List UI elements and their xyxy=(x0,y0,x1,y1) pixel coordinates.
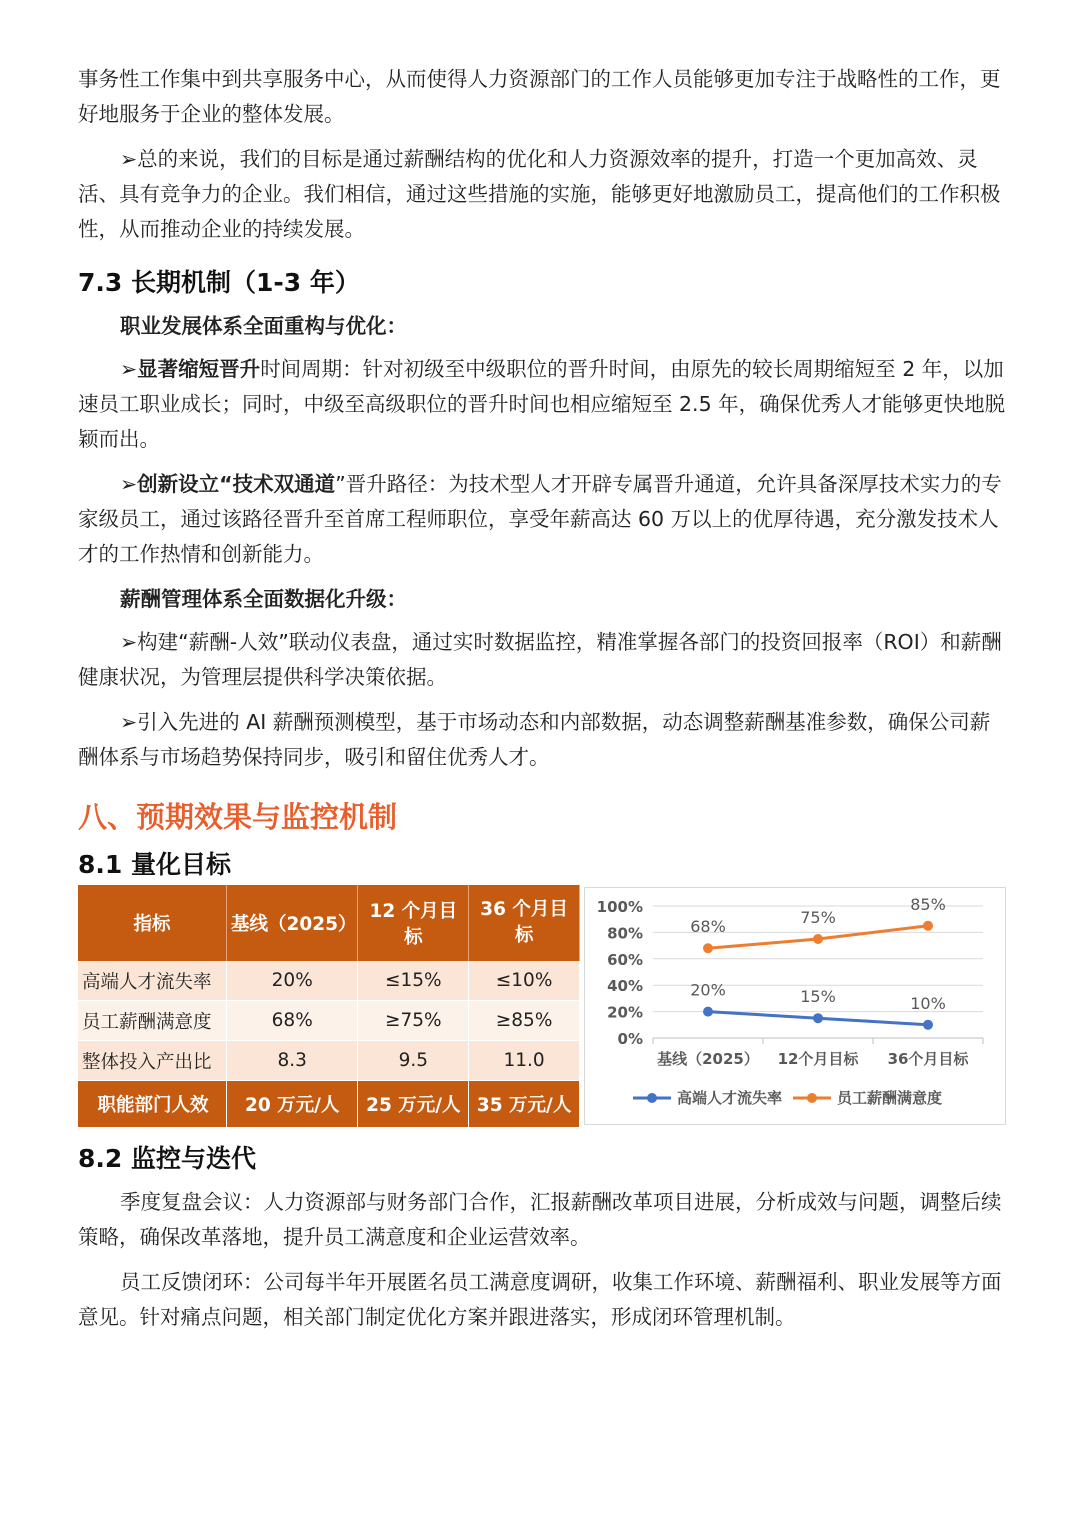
table-total-row xyxy=(78,1081,580,1128)
section-8-2-title: 8.2 监控与迭代 xyxy=(78,1144,256,1173)
table-cell: ≥85% xyxy=(469,1001,580,1041)
table-cell: 35 万元/人 xyxy=(469,1081,580,1128)
chart-data-point xyxy=(703,943,713,953)
table-cell: 68% xyxy=(227,1001,358,1041)
chart-y-tick-label: 20% xyxy=(607,1003,643,1022)
table-cell: 25 万元/人 xyxy=(358,1081,469,1128)
table-row xyxy=(78,961,580,1001)
kpi-header-metric: 指标 xyxy=(78,885,227,961)
chart-data-label: 15% xyxy=(800,987,836,1007)
salary-data-subheading: 薪酬管理体系全面数据化升级： xyxy=(120,587,407,611)
chart-y-tick-label: 40% xyxy=(607,977,643,996)
intro-paragraph-2: ➢总的来说，我们的目标是通过薪酬结构的优化和人力资源效率的提升，打造一个更加高效、灵活、具有竞争力的企业。我们相信，通过这些措施的实施，能够更好地激励员工，提高他们的工作积极性，从而推动企业的持续发展。 xyxy=(78,147,1001,241)
chart-legend-label: 员工薪酬满意度 xyxy=(837,1089,943,1107)
bullet-dual-channel-bold: ➢创新设立“技术双通道 xyxy=(120,472,336,496)
table-cell: 高端人才流失率 xyxy=(78,961,227,1001)
bullet-promotion xyxy=(78,352,1008,457)
chart-legend-marker xyxy=(647,1093,657,1103)
chart-data-point xyxy=(813,1013,823,1023)
chart-y-tick-label: 100% xyxy=(596,898,643,916)
table-cell: 员工薪酬满意度 xyxy=(78,1001,227,1041)
table-cell: 20 万元/人 xyxy=(227,1081,358,1128)
bullet-ai-model: ➢引入先进的 AI 薪酬预测模型，基于市场动态和内部数据，动态调整薪酬基准参数，确保公司薪酬体系与市场趋势保持同步，吸引和留住优秀人才。 xyxy=(78,710,991,769)
table-cell: 职能部门人效 xyxy=(78,1081,227,1128)
table-cell: ≤10% xyxy=(469,961,580,1001)
table-cell: 20% xyxy=(227,961,358,1001)
chart-data-label: 10% xyxy=(910,993,946,1013)
chart-y-tick-label: 80% xyxy=(607,924,643,943)
chart-data-point xyxy=(703,1007,713,1017)
kpi-table xyxy=(78,885,580,1128)
chart-svg xyxy=(585,888,1005,1124)
table-cell: 11.0 xyxy=(469,1041,580,1081)
kpi-table-header-row xyxy=(78,885,580,961)
table-row xyxy=(78,1001,580,1041)
page-content xyxy=(78,62,1008,1345)
chart-x-tick-label: 基线（2025） xyxy=(657,1050,759,1068)
career-subheading: 职业发展体系全面重构与优化： xyxy=(120,314,407,338)
chart-data-point xyxy=(923,921,933,931)
kpi-header-36m: 36 个月目标 xyxy=(469,885,580,961)
chart-x-tick-label: 36个月目标 xyxy=(887,1050,969,1068)
chart-y-tick-label: 60% xyxy=(607,950,643,969)
quantified-targets-area xyxy=(78,885,1008,1135)
table-cell: ≥75% xyxy=(358,1001,469,1041)
bullet-dual-channel-text: ”晋升路径：为技术型人才开辟专属晋升通道，允许具备深厚技术实力的专家级员工，通过该路径晋升至首席工程师职位，享受年薪高达 60 万以上的优厚待遇，充分激发技术人才的工作热情和创新能力。 xyxy=(78,472,1002,566)
chart-y-tick-label: 0% xyxy=(617,1030,643,1048)
feedback-loop-paragraph: 员工反馈闭环：公司每半年开展匿名员工满意度调研，收集工作环境、薪酬福利、职业发展等方面意见。针对痛点问题，相关部门制定优化方案并跟进落实，形成闭环管理机制。 xyxy=(78,1270,1002,1329)
chart-legend-label: 高端人才流失率 xyxy=(677,1089,783,1107)
bullet-dual-channel xyxy=(78,467,1008,572)
chart-data-point xyxy=(923,1020,933,1030)
table-cell: 9.5 xyxy=(358,1041,469,1081)
quarterly-review-paragraph: 季度复盘会议：人力资源部与财务部门合作，汇报薪酬改革项目进展，分析成效与问题，调整后续策略，确保改革落地，提升员工满意度和企业运营效率。 xyxy=(78,1190,1002,1249)
chart-data-label: 85% xyxy=(910,894,946,914)
chart-data-label: 20% xyxy=(690,980,726,1000)
intro-paragraph-1: 事务性工作集中到共享服务中心，从而使得人力资源部门的工作人员能够更加专注于战略性的工作，更好地服务于企业的整体发展。 xyxy=(78,67,1001,126)
targets-line-chart xyxy=(584,887,1006,1125)
bullet-promotion-text: 时间周期：针对初级至中级职位的晋升时间，由原先的较长周期缩短至 2 年，以加速员工职业成长；同时，中级至高级职位的晋升时间也相应缩短至 2.5 年，确保优秀人才能够更快地脱颖而出。 xyxy=(78,357,1006,451)
chart-data-label: 68% xyxy=(690,917,726,937)
table-cell: 8.3 xyxy=(227,1041,358,1081)
section-8-1-title: 8.1 量化目标 xyxy=(78,850,231,879)
chapter-8-title: 八、预期效果与监控机制 xyxy=(78,800,398,834)
bullet-dashboard: ➢构建“薪酬-人效”联动仪表盘，通过实时数据监控，精准掌握各部门的投资回报率（ROI）和薪酬健康状况，为管理层提供科学决策依据。 xyxy=(78,630,1002,689)
kpi-header-baseline: 基线（2025） xyxy=(227,885,358,961)
chart-data-point xyxy=(813,934,823,944)
kpi-header-12m: 12 个月目标 xyxy=(358,885,469,961)
chart-legend-marker xyxy=(807,1093,817,1103)
chart-x-tick-label: 12个月目标 xyxy=(777,1050,859,1068)
chart-data-label: 75% xyxy=(800,908,836,927)
section-7-3-title: 7.3 长期机制（1-3 年） xyxy=(78,268,360,297)
table-cell: 整体投入产出比 xyxy=(78,1041,227,1081)
table-row xyxy=(78,1041,580,1081)
table-cell: ≤15% xyxy=(358,961,469,1001)
bullet-promotion-bold: ➢显著缩短晋升 xyxy=(120,357,261,381)
